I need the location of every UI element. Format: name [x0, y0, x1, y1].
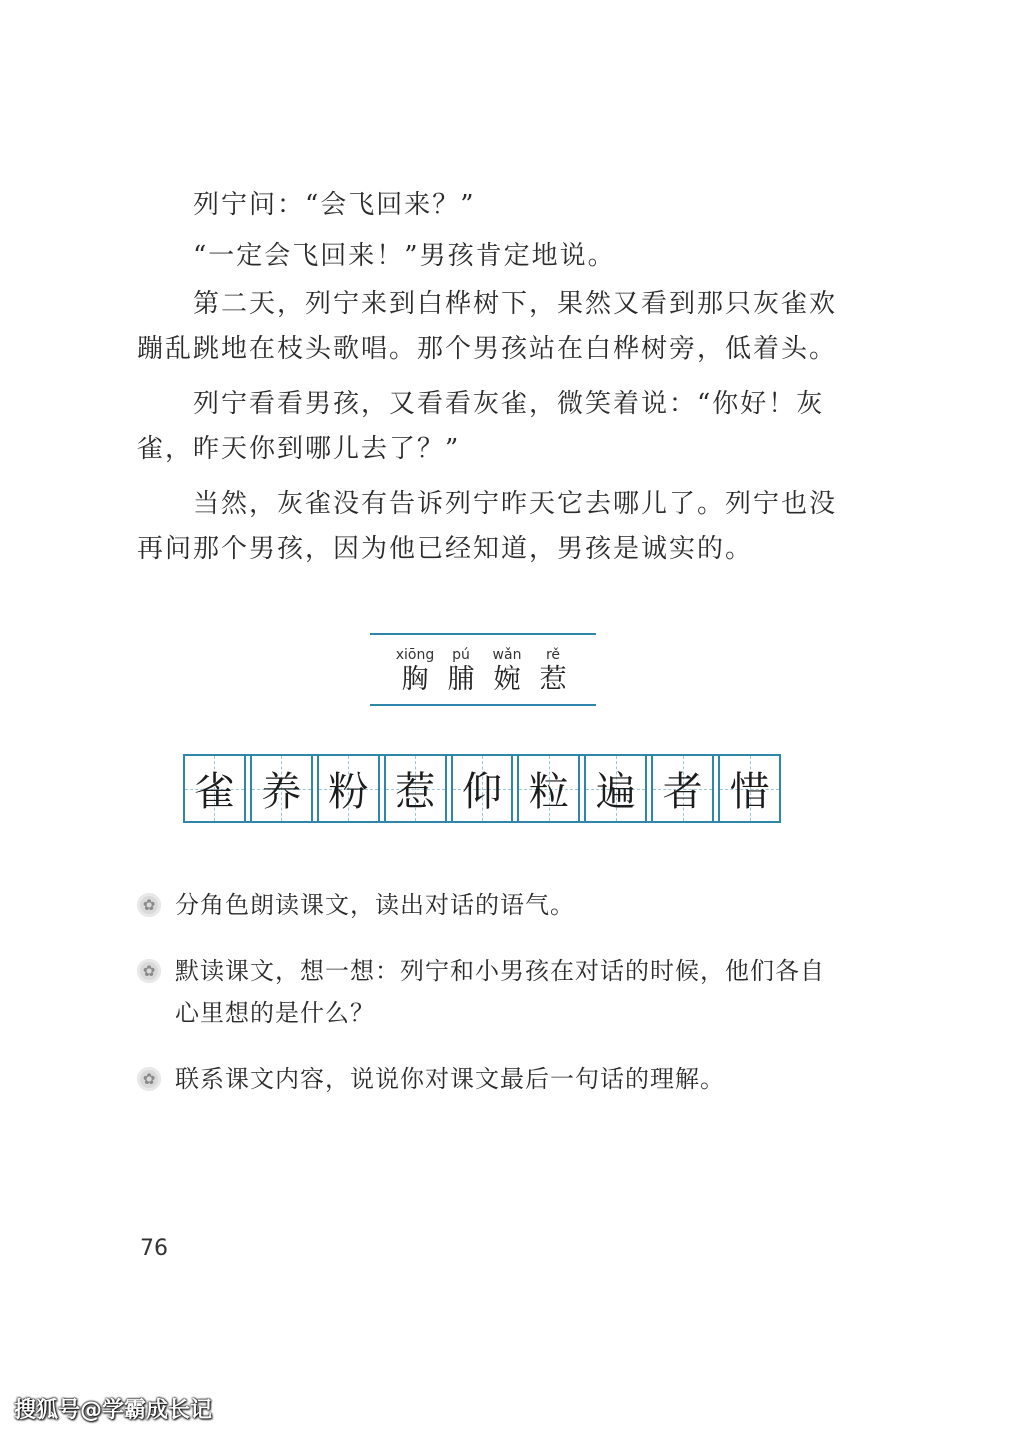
grid-cell: [651, 756, 714, 821]
grid-char: 惹: [395, 769, 436, 815]
pinyin: xiōng: [395, 647, 435, 663]
paragraph-5: 当然，灰雀没有告诉列宁昨天它去哪儿了。列宁也没再问那个男孩，因为他已经知道，男孩是诚实的。: [137, 489, 838, 564]
paragraph-3: 第二天，列宁来到白桦树下，果然又看到那只灰雀欢蹦乱跳地在枝头歌唱。那个男孩站在白桦树旁，低着头。: [137, 289, 838, 364]
flower-icon: [137, 893, 161, 917]
grid-char: 惜: [729, 769, 770, 815]
pinyin: pú: [452, 647, 470, 663]
paragraph-1: 列宁问：“会飞回来？”: [193, 190, 476, 220]
vocab-word: [392, 647, 438, 697]
grid-cell: [584, 756, 647, 821]
grid-char: 仰: [462, 769, 502, 815]
grid-cell: [718, 756, 781, 821]
grid-cell: [250, 756, 313, 821]
vocab-top-rule: [370, 633, 596, 635]
grid-char: 粒: [528, 769, 569, 815]
hanzi: 脯: [447, 664, 475, 695]
pinyin: wǎn: [492, 647, 522, 663]
grid-char: 养: [261, 769, 302, 815]
grid-cell: [317, 756, 380, 821]
grid-cell: [451, 756, 514, 821]
hanzi: 胸: [401, 664, 429, 695]
flower-icon: [137, 1067, 161, 1091]
grid-cell: [517, 756, 580, 821]
hanzi: 惹: [539, 664, 567, 695]
exercise-text: 联系课文内容，说说你对课文最后一句话的理解。: [175, 1065, 725, 1093]
grid-char: 粉: [328, 769, 369, 815]
hanzi: 婉: [493, 664, 521, 695]
grid-cell: [384, 756, 447, 821]
paragraph-2: “一定会飞回来！”男孩肯定地说。: [193, 241, 616, 271]
page-number: 76: [140, 1236, 168, 1261]
pinyin: rě: [545, 647, 561, 663]
writing-grid: [183, 754, 781, 823]
exercise-text: 默读课文，想一想：列宁和小男孩在对话的时候，他们各自心里想的是什么？: [175, 957, 825, 1027]
exercise-3: [137, 1058, 837, 1100]
vocabulary-box: [370, 633, 596, 706]
grid-char: 者: [662, 769, 703, 815]
vocab-word: [484, 647, 530, 697]
grid-cell: [183, 756, 246, 821]
paragraph-4: 列宁看看男孩，又看看灰雀，微笑着说：“你好！灰雀，昨天你到哪儿去了？”: [137, 389, 825, 464]
exercise-2: [137, 950, 837, 1034]
watermark: 搜狐号@学霸成长记: [14, 1398, 213, 1423]
vocab-word: [530, 647, 576, 697]
exercise-1: [137, 884, 837, 926]
grid-char: 雀: [194, 769, 235, 815]
exercise-text: 分角色朗读课文，读出对话的语气。: [175, 891, 575, 919]
flower-icon: [137, 959, 161, 983]
vocab-word: [438, 647, 484, 697]
vocab-bottom-rule: [370, 704, 596, 706]
grid-char: 遍: [595, 769, 636, 815]
